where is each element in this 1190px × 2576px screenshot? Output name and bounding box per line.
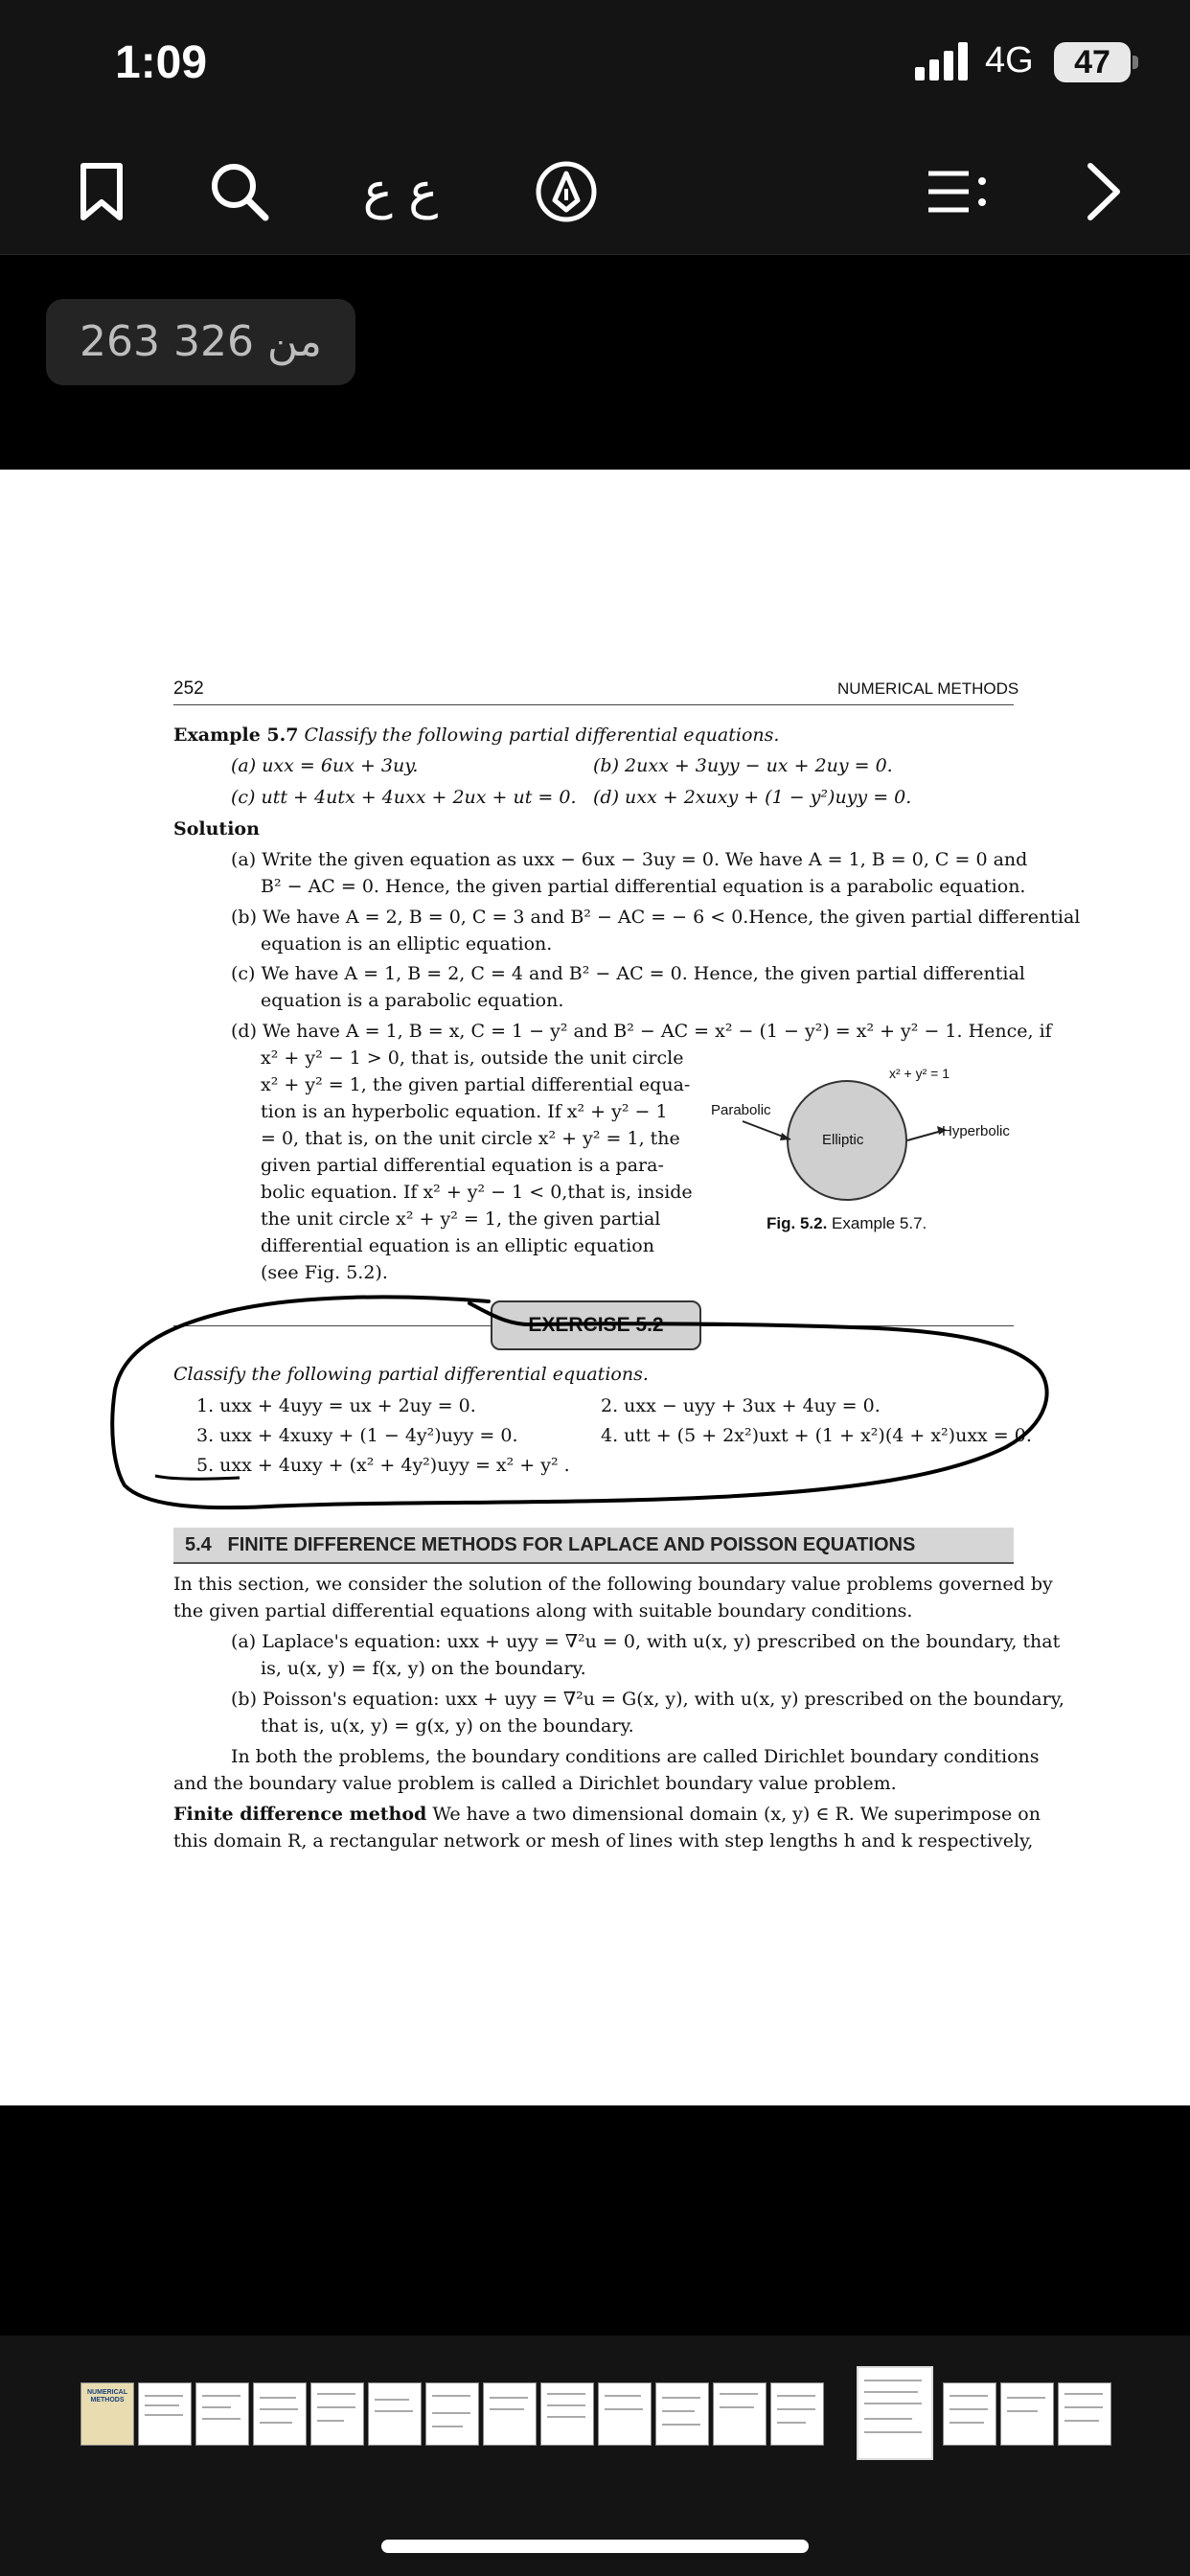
figure-caption-number: Fig. 5.2. xyxy=(767,1214,828,1232)
section-intro-2: the given partial differential equations along with suitable boundary conditions. xyxy=(173,1600,913,1622)
fdm-text: We have a two dimensional domain (x, y) ∈ R. We superimpose on xyxy=(426,1804,1041,1825)
solution-a1: (a) Write the given equation as uxx − 6ux − 3uy = 0. We have A = 1, B = 0, C = 0 and xyxy=(231,849,1028,870)
solution-d-line-8: differential equation is an elliptic equation xyxy=(261,1235,654,1256)
reader-toolbar xyxy=(0,134,1190,255)
thumbnail-page[interactable] xyxy=(598,2382,652,2446)
solution-d1: (d) We have A = 1, B = x, C = 1 − y² and B² − AC = x² − (1 − y²) = x² + y² − 1. Hence, if xyxy=(231,1021,1052,1042)
exercise-q3: 3. uxx + 4xuxy + (1 − 4y²)uyy = 0. xyxy=(196,1425,518,1446)
thumbnail-page[interactable] xyxy=(138,2382,192,2446)
figure-5-2 xyxy=(699,1045,1044,1236)
clock: 1:09 xyxy=(115,37,208,88)
thumbnail-page[interactable] xyxy=(253,2382,307,2446)
section-b1: (b) Poisson's equation: uxx + uyy = ∇²u = G(x, y), with u(x, y) prescribed on the boundary, xyxy=(231,1689,1064,1710)
thumbnail-cover-title: NUMERICAL METHODS xyxy=(87,2389,127,2404)
thumbnail-page[interactable] xyxy=(1058,2382,1111,2446)
thumbnail-page[interactable] xyxy=(655,2382,709,2446)
example-d: (d) uxx + 2xuxy + (1 − y²)uyy = 0. xyxy=(593,787,912,808)
menu-button[interactable] xyxy=(920,153,996,230)
network-type: 4G xyxy=(985,40,1034,80)
solution-b2: equation is an elliptic equation. xyxy=(261,933,553,954)
handwritten-circle-annotation xyxy=(105,1284,1064,1524)
thumbnail-page[interactable] xyxy=(713,2382,767,2446)
section-both-1: In both the problems, the boundary conditions are called Dirichlet boundary conditions xyxy=(231,1746,1040,1767)
solution-a2: B² − AC = 0. Hence, the given partial differential equation is a parabolic equation. xyxy=(261,876,1026,897)
battery-tip xyxy=(1133,56,1138,69)
solution-d-line-7: the unit circle x² + y² = 1, the given partial xyxy=(261,1208,661,1230)
page-counter: 263 من 326 xyxy=(46,299,355,385)
thumbnail-page[interactable] xyxy=(425,2382,479,2446)
battery-icon: 47 xyxy=(1054,42,1131,82)
exercise-title: EXERCISE 5.2 xyxy=(491,1300,701,1350)
thumbnail-page[interactable] xyxy=(368,2382,422,2446)
circle-equation: x² + y² = 1 xyxy=(889,1066,950,1081)
example-a: (a) uxx = 6ux + 3uy. xyxy=(231,755,419,776)
solution-d-line-9: (see Fig. 5.2). xyxy=(261,1262,388,1283)
thumbnail-page[interactable] xyxy=(770,2382,824,2446)
section-both-2: and the boundary value problem is called a Dirichlet boundary value problem. xyxy=(173,1773,897,1794)
exercise-prompt: Classify the following partial differential equations. xyxy=(173,1364,649,1385)
header-rule xyxy=(173,704,1014,705)
example-b: (b) 2uxx + 3uyy − ux + 2uy = 0. xyxy=(593,755,893,776)
list-menu-icon xyxy=(927,168,990,216)
thumbnail-page[interactable] xyxy=(310,2382,364,2446)
solution-d-line-2: x² + y² = 1, the given partial differential equa- xyxy=(261,1074,691,1095)
exercise-q2: 2. uxx − uyy + 3ux + 4uy = 0. xyxy=(601,1395,881,1416)
exercise-q4: 4. utt + (5 + 2x²)uxt + (1 + x²)(4 + x²)uxx = 0. xyxy=(601,1425,1032,1446)
thumbnail-page[interactable] xyxy=(943,2382,996,2446)
section-title: FINITE DIFFERENCE METHODS FOR LAPLACE AND POISSON EQUATIONS xyxy=(227,1534,916,1555)
solution-d-line-6: bolic equation. If x² + y² − 1 < 0,that is, inside xyxy=(261,1182,693,1203)
figure-caption xyxy=(767,1214,927,1233)
search-button[interactable] xyxy=(201,153,278,230)
solution-title: Solution xyxy=(173,818,260,840)
search-icon xyxy=(208,160,271,223)
figure-caption-text: Example 5.7. xyxy=(832,1214,927,1232)
solution-c1: (c) We have A = 1, B = 2, C = 4 and B² − AC = 0. Hence, the given partial differential xyxy=(231,963,1025,984)
hyperbolic-arrow xyxy=(907,1131,942,1140)
solution-b1: (b) We have A = 2, B = 0, C = 3 and B² − AC = − 6 < 0.Hence, the given partial differential xyxy=(231,907,1081,928)
section-heading xyxy=(185,1534,915,1556)
exercise-q1: 1. uxx + 4uyy = ux + 2uy = 0. xyxy=(196,1395,476,1416)
hyperbolic-label: Hyperbolic xyxy=(942,1123,1010,1139)
home-indicator[interactable] xyxy=(381,2540,809,2553)
fdm-heading: Finite difference method xyxy=(173,1804,427,1825)
next-page-button[interactable] xyxy=(1065,153,1142,230)
pen-circle-icon xyxy=(535,160,598,223)
thumbnail-page-current[interactable] xyxy=(857,2366,933,2460)
annotate-button[interactable] xyxy=(528,153,605,230)
section-number: 5.4 xyxy=(185,1534,212,1555)
document-page xyxy=(0,470,1190,2105)
solution-d-line-5: given partial differential equation is a para- xyxy=(261,1155,664,1176)
section-intro-1: In this section, we consider the solution of the following boundary value problems governed by xyxy=(173,1574,1053,1595)
example-title: Example 5.7 xyxy=(173,724,299,746)
section-b2: that is, u(x, y) = g(x, y) on the boundary. xyxy=(261,1715,634,1736)
parabolic-label: Parabolic xyxy=(711,1102,771,1118)
signal-icon xyxy=(915,42,971,80)
example-prompt: Classify the following partial differential equations. xyxy=(304,724,780,746)
chevron-right-icon xyxy=(1083,162,1125,221)
page-number: 252 xyxy=(173,678,204,699)
exercise-q5: 5. uxx + 4uxy + (x² + 4y²)uyy = x² + y² . xyxy=(196,1455,570,1476)
section-fdm-1 xyxy=(173,1804,1041,1825)
section-a1: (a) Laplace's equation: uxx + uyy = ∇²u = 0, with u(x, y) prescribed on the boundary, that xyxy=(231,1631,1061,1652)
thumbnail-page[interactable] xyxy=(195,2382,249,2446)
text-settings-button[interactable]: ع ع xyxy=(362,163,439,220)
thumbnail-page[interactable] xyxy=(483,2382,537,2446)
bookmark-button[interactable] xyxy=(63,153,140,230)
solution-d-line-1: x² + y² − 1 > 0, that is, outside the unit circle xyxy=(261,1047,684,1069)
example-heading xyxy=(173,724,779,746)
thumbnail-page[interactable] xyxy=(80,2382,134,2446)
bookmark-icon xyxy=(78,162,126,221)
solution-d-line-3: tion is an hyperbolic equation. If x² + y² − 1 xyxy=(261,1101,668,1122)
section-a2: is, u(x, y) = f(x, y) on the boundary. xyxy=(261,1658,586,1679)
solution-d-line-4: = 0, that is, on the unit circle x² + y² = 1, the xyxy=(261,1128,680,1149)
solution-c2: equation is a parabolic equation. xyxy=(261,990,564,1011)
elliptic-label: Elliptic xyxy=(822,1132,864,1148)
thumbnail-page[interactable] xyxy=(1000,2382,1054,2446)
page-bottom-spacer xyxy=(0,2105,1190,2335)
running-head: NUMERICAL METHODS xyxy=(837,679,1019,698)
thumbnail-page[interactable] xyxy=(540,2382,594,2446)
section-fdm-2: this domain R, a rectangular network or mesh of lines with step lengths h and k respectively, xyxy=(173,1830,1034,1852)
example-c: (c) utt + 4utx + 4uxx + 2ux + ut = 0. xyxy=(231,787,577,808)
status-bar xyxy=(0,0,1190,134)
